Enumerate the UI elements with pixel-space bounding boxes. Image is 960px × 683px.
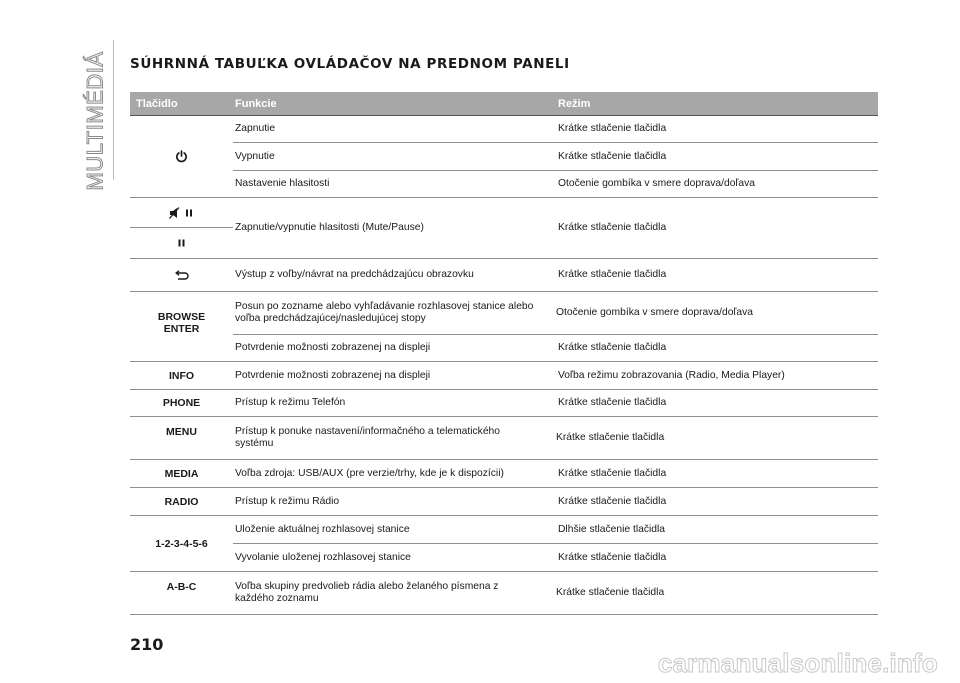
table-row-group-abc [130,572,878,615]
mode-cell: Voľba režimu zobrazovania (Radio, Media Player) [558,369,785,381]
mode-cell: Krátke stlačenie tlačidla [558,342,667,353]
mode-cell: Otočenie gombíka v smere doprava/doľava [558,178,756,189]
key-label-enter: ENTER [163,323,200,335]
key-label-browse: BROWSE [157,311,206,323]
function-cell: Vyvolanie uloženej rozhlasovej stanice [235,551,411,563]
key-cell [130,460,233,487]
table-row [233,488,878,515]
table-row [233,170,878,197]
table-row-group-info [130,362,878,390]
mode-cell: Krátke stlačenie tlačidla [558,150,667,162]
controls-table [130,92,878,615]
key-cell [130,488,233,515]
table-row-group-browse [130,292,878,362]
section-side-title: MULTIMÉDIÁ [83,51,109,191]
mode-cell: Krátke stlačenie tlačidla [556,587,665,598]
table-row [233,334,878,361]
table-header [130,92,878,115]
mode-cell: Krátke stlačenie tlačidla [556,432,665,443]
function-cell: Prístup k ponuke nastavení/informačného a telematického systému [235,426,501,449]
header-mode: Režim [558,97,591,110]
table-row-group-back [130,259,878,292]
table-row-group-power [130,115,878,198]
table-row [233,417,878,459]
function-cell: Potvrdenie možnosti zobrazenej na displeji [235,342,431,353]
key-label: INFO [168,369,195,382]
table-row [233,198,878,258]
table-row-group-radio [130,488,878,516]
back-return-icon [174,270,190,280]
page-number: 210 [130,635,164,654]
key-cell [130,516,233,571]
key-cell [130,390,233,416]
function-cell: Potvrdenie možnosti zobrazenej na displeji [235,369,431,381]
table-row-group-menu [130,417,878,460]
mute-pause-icon [169,207,195,219]
table-row [233,390,878,416]
table-row [233,572,878,614]
header-button: Tlačidlo [136,97,178,110]
mode-cell: Krátke stlačenie tlačidla [558,495,667,507]
key-label: MEDIA [164,467,199,480]
function-cell: Prístup k režimu Rádio [235,495,340,507]
function-cell: Voľba zdroja: USB/AUX (pre verzie/trhy, kde je k dispozícii) [235,467,504,479]
mode-cell: Krátke stlačenie tlačidla [558,397,667,408]
page-title: SÚHRNNÁ TABUĽKA OVLÁDAČOV NA PREDNOM PANELI [130,56,570,72]
table-row [233,362,878,389]
function-cell: Voľba skupiny predvolieb rádia alebo želaného písmena z každého zoznamu [235,581,499,604]
table-row [233,292,878,334]
function-cell: Vypnutie [235,150,275,162]
table-row [233,116,878,142]
mode-cell: Krátke stlačenie tlačidla [558,467,667,479]
key-cell [130,198,233,258]
table-row-group-media [130,460,878,488]
mode-cell: Otočenie gombíka v smere doprava/doľava [556,307,754,318]
pause-icon [177,238,187,248]
table-row [233,142,878,170]
key-label: MENU [166,426,197,438]
key-cell [130,292,233,361]
table-row [233,516,878,543]
table-row [233,259,878,291]
table-row-group-presets [130,516,878,572]
key-cell [130,259,233,291]
mode-cell: Krátke stlačenie tlačidla [558,222,667,233]
key-label: PHONE [162,397,201,409]
key-cell [130,417,233,459]
function-cell: Výstup z voľby/návrat na predchádzajúcu obrazovku [235,269,474,280]
table-row-group-phone [130,390,878,417]
mode-cell: Krátke stlačenie tlačidla [558,551,667,563]
function-cell: Prístup k režimu Telefón [235,397,346,408]
table-row-group-mute [130,198,878,259]
function-cell: Zapnutie [235,123,276,134]
watermark: carmanualsonline.info [657,648,938,678]
header-function: Funkcie [235,97,277,110]
mode-cell: Krátke stlačenie tlačidla [558,269,667,280]
power-icon [175,150,188,163]
mode-cell: Krátke stlačenie tlačidla [558,123,667,134]
key-cell [130,116,233,197]
key-label: RADIO [164,495,199,508]
function-cell: Uloženie aktuálnej rozhlasovej stanice [235,523,410,535]
table-row [233,460,878,487]
function-cell: Posun po zozname alebo vyhľadávanie rozhlasovej stanice alebo voľba predchádzajúcej/nasledujúcej stopy [235,301,534,324]
key-cell [130,572,233,614]
key-label: 1-2-3-4-5-6 [155,537,208,550]
key-label: A-B-C [166,581,197,593]
side-divider [113,40,114,180]
key-cell [130,362,233,389]
function-cell: Zapnutie/vypnutie hlasitosti (Mute/Pause) [235,222,424,233]
function-cell: Nastavenie hlasitosti [235,178,330,189]
table-row [233,543,878,571]
mode-cell: Dlhšie stlačenie tlačidla [558,523,666,535]
